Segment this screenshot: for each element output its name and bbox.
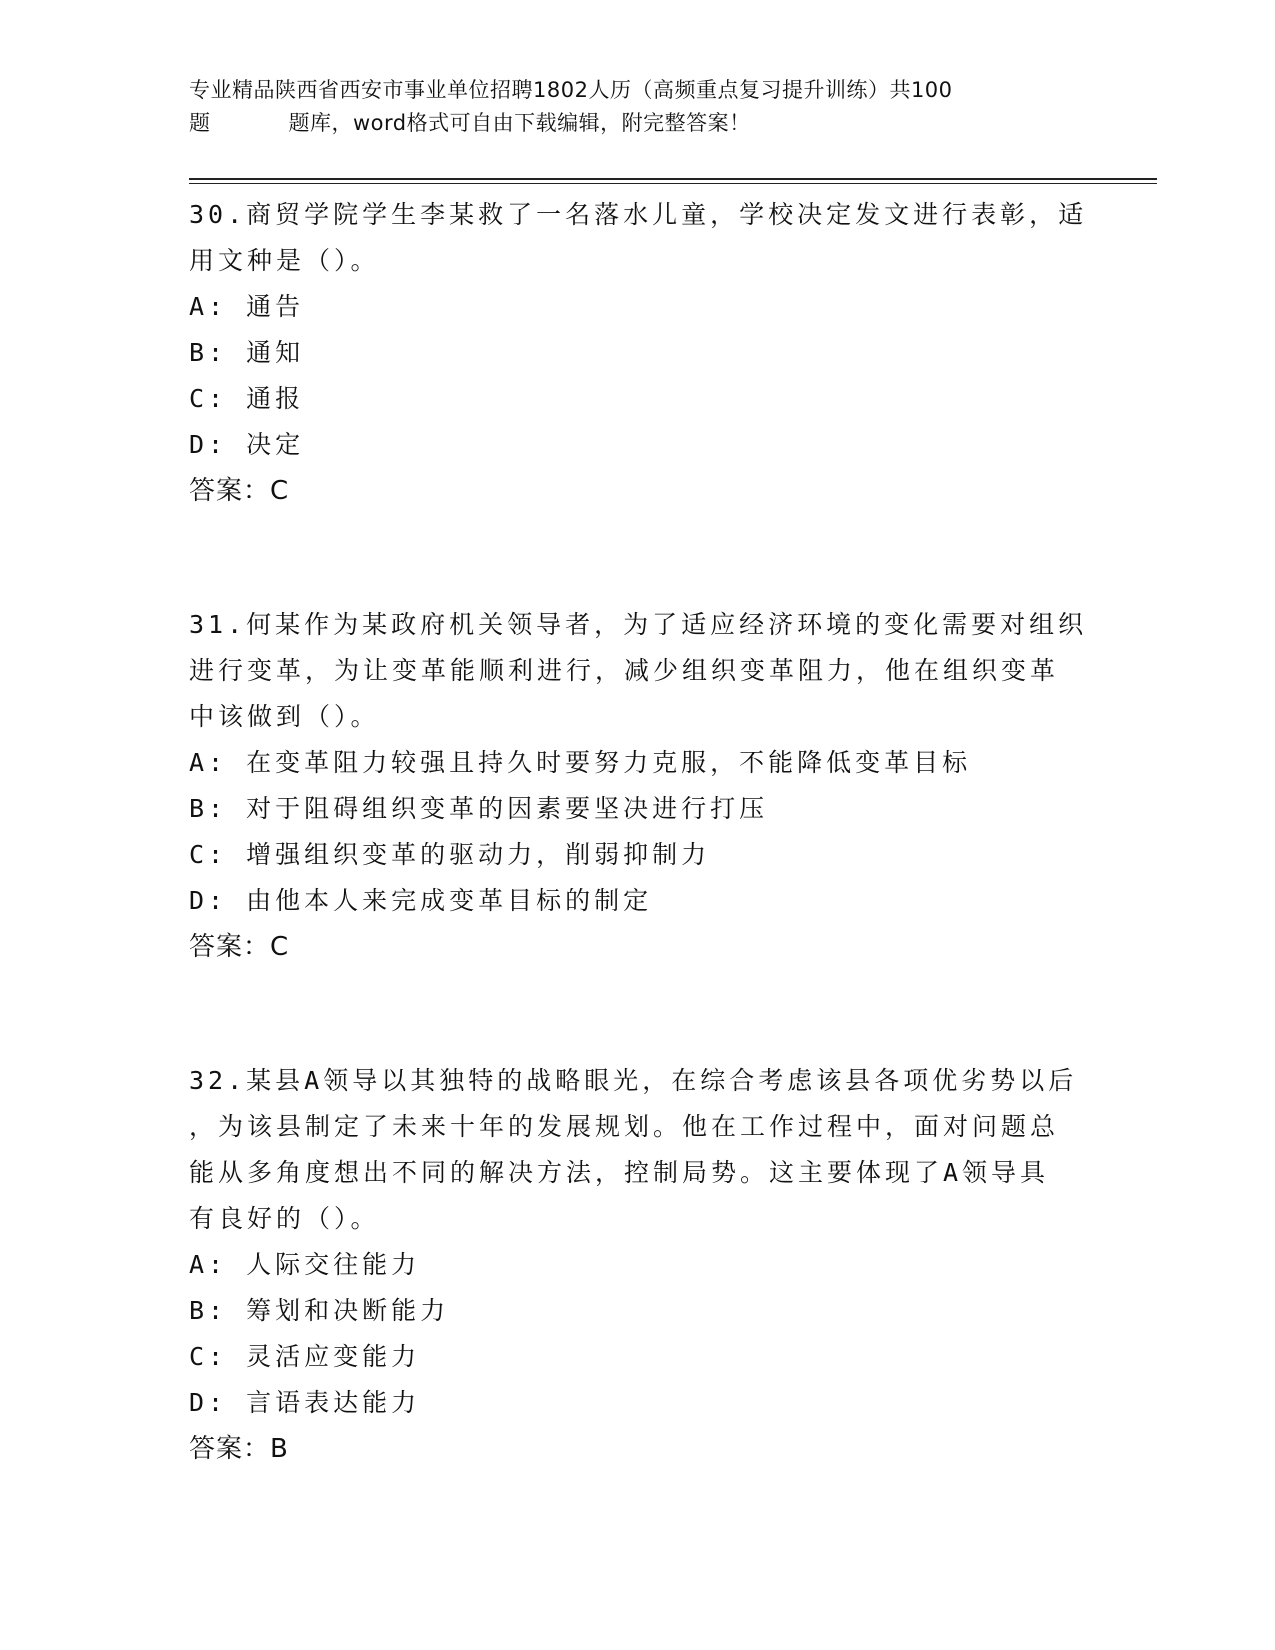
question-stem-line: 32.某县A领导以其独特的战略眼光，在综合考虑该县各项优劣势以后	[189, 1066, 1078, 1095]
header-divider-thin	[189, 183, 1157, 184]
option-text: 言语表达能力	[246, 1388, 421, 1417]
document-header	[189, 74, 1069, 140]
answer-line: 答案：B	[189, 1434, 289, 1464]
option-text: 筹划和决断能力	[246, 1296, 450, 1325]
question-stem-line: 进行变革，为让变革能顺利进行，减少组织变革阻力，他在组织变革	[189, 656, 1060, 685]
option-text: 由他本人来完成变革目标的制定	[246, 886, 653, 915]
answer-line: 答案：C	[189, 476, 290, 506]
question-stem-line: 中该做到（）。	[189, 702, 380, 731]
question-stem-line: 30.商贸学院学生李某救了一名落水儿童，学校决定发文进行表彰，适	[189, 200, 1088, 229]
header-line-2-right: 题库，word格式可自由下载编辑，附完整答案！	[288, 111, 751, 135]
question-stem-line: ，为该县制定了未来十年的发展规划。他在工作过程中，面对问题总	[189, 1112, 1060, 1141]
option-d	[189, 422, 1089, 468]
option-label: C:	[189, 840, 228, 869]
option-d	[189, 1380, 1089, 1426]
option-b	[189, 786, 1089, 832]
option-text: 通知	[246, 338, 305, 367]
option-c	[189, 1334, 1089, 1380]
option-label: D:	[189, 886, 228, 915]
option-a	[189, 1242, 1089, 1288]
answer-line: 答案：C	[189, 932, 290, 962]
question-31	[189, 602, 1089, 970]
option-text: 决定	[246, 430, 305, 459]
header-line-2-left: 题	[189, 111, 211, 135]
option-a	[189, 284, 1089, 330]
option-label: D:	[189, 430, 228, 459]
option-c	[189, 832, 1089, 878]
option-label: B:	[189, 1296, 228, 1325]
option-label: D:	[189, 1388, 228, 1417]
question-list	[189, 192, 1089, 1472]
question-stem-line: 用文种是（）。	[189, 246, 380, 275]
option-b	[189, 1288, 1089, 1334]
option-text: 人际交往能力	[246, 1250, 421, 1279]
option-label: A:	[189, 748, 228, 777]
question-stem-line: 能从多角度想出不同的解决方法，控制局势。这主要体现了A领导具	[189, 1158, 1050, 1187]
option-label: A:	[189, 1250, 228, 1279]
question-30	[189, 192, 1089, 514]
question-stem-line: 31.何某作为某政府机关领导者，为了适应经济环境的变化需要对组织	[189, 610, 1088, 639]
option-text: 灵活应变能力	[246, 1342, 421, 1371]
option-text: 通报	[246, 384, 305, 413]
option-text: 在变革阻力较强且持久时要努力克服，不能降低变革目标	[246, 748, 972, 777]
option-label: C:	[189, 1342, 228, 1371]
header-title-line-2	[189, 107, 1069, 140]
option-label: B:	[189, 794, 228, 823]
option-text: 通告	[246, 292, 305, 321]
option-label: B:	[189, 338, 228, 367]
header-divider-thick	[189, 178, 1157, 180]
option-label: C:	[189, 384, 228, 413]
option-a	[189, 740, 1089, 786]
option-label: A:	[189, 292, 228, 321]
option-c	[189, 376, 1089, 422]
option-text: 增强组织变革的驱动力，削弱抑制力	[246, 840, 711, 869]
option-text: 对于阻碍组织变革的因素要坚决进行打压	[246, 794, 769, 823]
option-b	[189, 330, 1089, 376]
header-title-line-1: 专业精品陕西省西安市事业单位招聘1802人历（高频重点复习提升训练）共100	[189, 78, 953, 102]
option-d	[189, 878, 1089, 924]
question-stem-line: 有良好的（）。	[189, 1204, 380, 1233]
question-32	[189, 1058, 1089, 1472]
